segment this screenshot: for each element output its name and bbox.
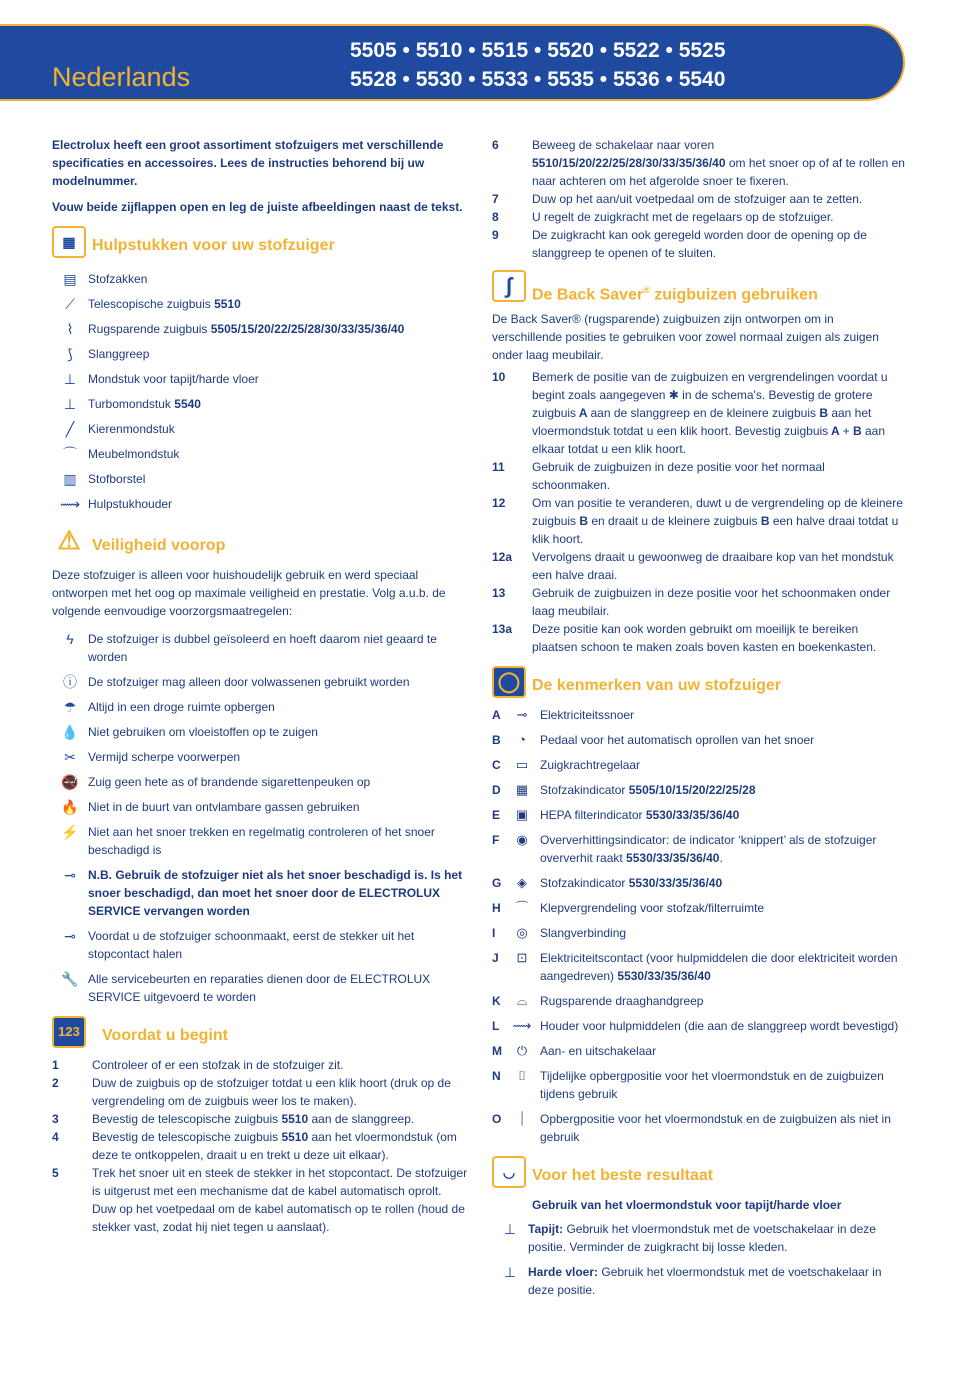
accessories-title: Hulpstukken voor uw stofzuiger <box>92 237 335 254</box>
step-number: 5 <box>52 1166 59 1180</box>
telescopic-tube-icon: ⟋ <box>65 295 75 312</box>
feature-item <box>492 992 906 1010</box>
step-text: Beweeg de schakelaar naar voren 5510/15/20/22/25/28/30/33/35/36/40 om het snoer op of af te rollen en naar achteren om het afgerolde snoer te fixeren. <box>532 138 905 188</box>
best-heading <box>492 1156 906 1192</box>
features-heading <box>492 666 906 702</box>
feature-label: Slangverbinding <box>540 926 627 940</box>
feature-letter: B <box>492 733 501 747</box>
safety-heading <box>52 526 468 562</box>
overheat-indicator-icon: ◉ <box>516 832 528 847</box>
backsaver-steps <box>492 368 906 656</box>
best-subtitle: Gebruik van het vloermondstuk voor tapijt/harde vloer <box>532 1198 842 1212</box>
left-column <box>52 136 468 1236</box>
feature-label: Oververhittingsindicator: de indicator ‘knippert’ als de stofzuiger oververhit raakt <box>540 833 877 865</box>
feature-text <box>540 806 906 824</box>
step-text: Vervolgens draait u gewoonweg de draaibare kop van het mondstuk een halve draai. <box>532 550 894 582</box>
plug-warning-icon: ⊸ <box>64 867 76 883</box>
feature-model: 5505/10/15/20/22/25/28 <box>628 783 756 797</box>
safety-item <box>52 630 468 666</box>
feature-label: Elektriciteitssnoer <box>540 708 635 722</box>
feature-text <box>540 706 906 724</box>
accessory-item <box>52 491 468 516</box>
accessory-text: Telescopische zuigbuis <box>88 296 215 311</box>
no-cigarette-icon: 🚭 <box>61 774 79 790</box>
feature-item <box>492 806 906 824</box>
safety-item <box>52 723 468 741</box>
safety-text: Niet gebruiken om vloeistoffen op te zuigen <box>88 725 318 739</box>
feature-label: Houder voor hulpmiddelen (die aan de slanggreep wordt bevestigd) <box>540 1019 899 1033</box>
best-title: Voor het beste resultaat <box>532 1167 714 1184</box>
safety-text: De stofzuiger is dubbel geïsoleerd en hoeft daarom niet geaard te worden <box>88 632 437 664</box>
feature-model: 5530/33/35/36/40 <box>628 876 723 890</box>
feature-label: Zuigkrachtregelaar <box>540 758 641 772</box>
backsaver-step <box>492 548 906 584</box>
safety-nb-text: N.B. Gebruik de stofzuiger niet als het snoer beschadigd is. Is het snoer beschadigd, dan moet het snoer door de ELECTROLUX SERVICE vervangen worden <box>88 868 463 918</box>
feature-label: Elektriciteitscontact (voor hulpmiddelen die door elektriciteit worden aangedreven) <box>540 951 898 983</box>
features-title: De kenmerken van uw stofzuiger <box>532 677 781 694</box>
safety-item <box>52 927 468 963</box>
accessory-item <box>52 316 468 341</box>
bold-text: B <box>576 514 592 528</box>
feature-item <box>492 756 906 774</box>
bold-text: A <box>828 424 843 438</box>
backsaver-step <box>492 620 906 656</box>
accessory-label <box>88 370 259 388</box>
dustbag-icon: ▤ <box>63 270 77 287</box>
right-column <box>492 136 906 1306</box>
safety-text: Vermijd scherpe voorwerpen <box>88 750 241 764</box>
feature-text: Oververhittingsindicator: de indicator ‘knippert’ als de stofzuiger oververhit raakt 5530/33/35/36/40. <box>540 833 877 865</box>
step-text: U regelt de zuigkracht met de regelaars op de stofzuiger. <box>532 210 834 224</box>
bold-text: B <box>757 514 773 528</box>
step-text: Duw op het aan/uit voetpedaal om de stofzuiger aan te zetten. <box>532 192 863 206</box>
storage-position-icon: ⏐ <box>518 1111 526 1126</box>
accessory-item <box>52 391 468 416</box>
best-desc: Gebruik het vloermondstuk met de voetschakelaar in deze positie. Verminder de zuigkracht bij losse kleden. <box>528 1222 876 1254</box>
feature-text <box>540 874 906 892</box>
power-switch-icon: ⏻ <box>516 1043 528 1058</box>
cord-damage-icon: ⚡ <box>61 824 79 840</box>
feature-item <box>492 1017 906 1035</box>
accessories-list <box>52 266 468 516</box>
accessories-heading <box>52 226 468 262</box>
step-number: 9 <box>492 228 499 242</box>
step-number: 10 <box>492 370 506 384</box>
feature-item <box>492 831 906 867</box>
safety-text: Niet in de buurt van ontvlambare gassen gebruiken <box>88 800 360 814</box>
warning-circle-icon: ⓘ <box>63 674 77 690</box>
hard-floor-nozzle-icon: ⊥ <box>503 1264 517 1280</box>
feature-text <box>540 992 906 1010</box>
feature-label: Stofzakindicator <box>540 876 629 890</box>
step-item <box>492 136 906 190</box>
model-line-1: 5505 • 5510 • 5515 • 5520 • 5522 • 5525 <box>350 39 726 62</box>
backsaver-step <box>492 368 906 458</box>
step-number: 13a <box>492 622 513 636</box>
accessory-text: Stofborstel <box>88 471 146 486</box>
header-banner <box>0 24 905 101</box>
step-number: 1 <box>52 1058 59 1072</box>
safety-item <box>52 798 468 816</box>
feature-model: 5530/33/35/36/40 <box>645 808 740 822</box>
feature-label: Tijdelijke opbergpositie voor het vloermondstuk en de zuigbuizen tijdens gebruik <box>540 1069 884 1101</box>
best-text <box>528 1220 906 1256</box>
warning-triangle-icon: ⚠ <box>52 526 86 558</box>
accessory-item <box>52 266 468 291</box>
safety-text: Alle servicebeurten en reparaties dienen door de ELECTROLUX SERVICE uitgevoerd te worden <box>88 972 431 1004</box>
bold-text: 5510/15/20/22/25/28/30/33/35/36/40 <box>532 156 726 170</box>
feature-text <box>540 924 906 942</box>
accessory-text: Kierenmondstuk <box>88 421 175 436</box>
step-number: 3 <box>52 1112 59 1126</box>
step-text: Gebruik de zuigbuizen in deze positie voor het schoonmaken onder laag meubilair. <box>532 586 891 618</box>
feature-label: HEPA filterindicator <box>540 808 646 822</box>
back-saver-tube-icon: ⌇ <box>66 320 74 337</box>
step-item <box>492 226 906 262</box>
best-list <box>492 1220 906 1299</box>
dustbag-indicator-icon: ▦ <box>515 782 529 797</box>
safety-nb <box>52 866 468 920</box>
feature-item <box>492 706 906 724</box>
accessory-label <box>88 470 145 488</box>
smile-icon: ◡ <box>492 1156 526 1188</box>
bold-text: 5510 <box>281 1112 309 1126</box>
feature-letter: I <box>492 926 496 940</box>
feature-label: Stofzakindicator <box>540 783 629 797</box>
feature-text <box>540 1017 906 1035</box>
accessory-text: Rugsparende zuigbuis <box>88 321 211 336</box>
accessory-label <box>88 395 201 413</box>
best-label: Harde vloer: <box>528 1265 599 1279</box>
accessory-label <box>88 320 404 338</box>
accessory-item <box>52 291 468 316</box>
suction-control-icon: ▭ <box>515 757 529 772</box>
backsaver-title <box>532 281 818 304</box>
feature-letter: A <box>492 708 501 722</box>
step-text: Bevestig de telescopische zuigbuis 5510 aan het vloermondstuk (om deze te ontkoppelen, draait u en trekt u deze uit elkaar). <box>92 1130 457 1162</box>
step-text: De zuigkracht kan ook geregeld worden door de opening op de slanggreep te openen of te sluiten. <box>532 228 867 260</box>
step-number: 13 <box>492 586 506 600</box>
model-numbers <box>350 36 725 94</box>
feature-label: Aan- en uitschakelaar <box>540 1044 657 1058</box>
before-title: Voordat u begint <box>102 1027 228 1044</box>
step-text: Duw de zuigbuis op de stofzuiger totdat u een klik hoort (druk op de vergrendeling om de zuigbuis weer los te maken). <box>92 1076 451 1108</box>
feature-item <box>492 731 906 749</box>
accessories-icon: ▦ <box>52 226 86 258</box>
feature-letter: L <box>492 1019 500 1033</box>
safety-item <box>52 698 468 716</box>
backsaver-step <box>492 494 906 548</box>
feature-text <box>540 756 906 774</box>
feature-letter: G <box>492 876 502 890</box>
accessory-label <box>88 345 149 363</box>
step-number: 8 <box>492 210 499 224</box>
lightning-icon: ϟ <box>66 631 74 647</box>
crevice-nozzle-icon: ╱ <box>65 420 75 437</box>
feature-model: 5530/33/35/36/40 <box>626 851 720 865</box>
dust-brush-icon: ▥ <box>63 470 77 487</box>
tool-holder-icon: ⟿ <box>512 1018 532 1033</box>
safety-list-2 <box>52 927 468 1006</box>
feature-text <box>540 731 906 749</box>
carry-handle-icon: ⌓ <box>516 993 528 1008</box>
backsaver-intro: De Back Saver® (rugsparende) zuigbuizen zijn ontworpen om in verschillende posities te gebruiken voor zowel normaal zuigen als zuigen onder laag meubilair. <box>492 312 879 362</box>
before-steps-left <box>52 1056 468 1236</box>
step-item <box>52 1110 468 1128</box>
back-saver-icon: ∫ <box>492 270 526 302</box>
feature-letter: H <box>492 901 501 915</box>
feature-text <box>540 1110 906 1146</box>
bold-text: B <box>815 406 832 420</box>
feature-text <box>540 1042 906 1060</box>
safety-text: Zuig geen hete as of brandende sigarettenpeuken op <box>88 775 371 789</box>
feature-item <box>492 874 906 892</box>
step-number: 2 <box>52 1076 59 1090</box>
accessory-model: 5540 <box>174 396 201 411</box>
best-desc: Gebruik het vloermondstuk met de voetschakelaar in deze positie. <box>528 1265 882 1297</box>
plug-icon: ⊸ <box>64 928 76 944</box>
lid-lock-icon: ⌒ <box>515 900 529 915</box>
steps-123-icon: 123 <box>52 1016 86 1048</box>
power-socket-icon: ⊡ <box>516 950 528 965</box>
feature-letter: C <box>492 758 501 772</box>
accessory-text: Hulpstukhouder <box>88 496 173 511</box>
feature-label: Rugsparende draaghandgreep <box>540 994 704 1008</box>
feature-text <box>540 949 906 985</box>
safety-title: Veiligheid voorop <box>92 537 226 554</box>
step-item <box>492 208 906 226</box>
umbrella-icon: ☂ <box>63 699 77 715</box>
safety-intro: Deze stofzuiger is alleen voor huishoudelijk gebruik en werd speciaal ontworpen met het oog op maximale veiligheid en prestatie. Volg a.u.b. de volgende eenvoudige voorzorgsmaatregelen: <box>52 568 446 618</box>
turbo-nozzle-icon: ⊥ <box>63 395 77 412</box>
feature-label: Pedaal voor het automatisch oprollen van het snoer <box>540 733 815 747</box>
feature-item <box>492 949 906 985</box>
wrench-icon: 🔧 <box>61 971 79 987</box>
feature-item <box>492 899 906 917</box>
best-item <box>492 1263 906 1299</box>
accessory-model: 5505/15/20/22/25/28/30/33/35/36/40 <box>210 321 405 336</box>
step-number: 12 <box>492 496 506 510</box>
safety-text: Altijd in een droge ruimte opbergen <box>88 700 275 714</box>
step-text: Deze positie kan ook worden gebruikt om moeilijk te bereiken plaatsen schoon te maken zoals boven kasten en boekenkasten. <box>532 622 877 654</box>
step-item <box>52 1074 468 1110</box>
hose-connection-icon: ◎ <box>516 925 528 940</box>
best-item <box>492 1220 906 1256</box>
floor-nozzle-icon: ⊥ <box>63 370 77 387</box>
step-text: Bemerk de positie van de zuigbuizen en vergrendelingen voordat u begint zoals aangegeven ✱ in de schema's. Bevestig de grotere zuigbuis A aan de slanggreep en de kleinere zuigbuis B aan het vloermondstuk totdat u een klik hoort. Bevestig zuigbuis A + B aan elkaar totdat u een klik hoort. <box>532 370 888 456</box>
accessory-item <box>52 441 468 466</box>
accessory-item <box>52 416 468 441</box>
power-cord-icon: ⊸ <box>516 707 528 722</box>
feature-letter: F <box>492 833 500 847</box>
sharp-object-icon: ✂ <box>64 749 76 765</box>
safety-text: De stofzuiger mag alleen door volwassenen gebruikt worden <box>88 675 410 689</box>
features-list <box>492 706 906 1146</box>
step-item <box>52 1128 468 1164</box>
step-item <box>52 1056 468 1074</box>
safety-item <box>52 748 468 766</box>
feature-letter: N <box>492 1069 501 1083</box>
accessory-label <box>88 295 241 313</box>
accessory-item <box>52 366 468 391</box>
bold-text: B <box>849 424 865 438</box>
before-heading <box>52 1016 468 1052</box>
backsaver-title-rest: zuigbuizen gebruiken <box>649 286 818 304</box>
before-steps-right <box>492 136 906 262</box>
backsaver-heading <box>492 270 906 306</box>
intro-paragraph-1: Electrolux heeft een groot assortiment stofzuigers met verschillende specificaties en accessoires. Lees de instructies behorend bij uw modelnummer. <box>52 138 444 188</box>
safety-item <box>52 673 468 691</box>
step-text: Trek het snoer uit en steek de stekker in het stopcontact. De stofzuiger is uitgerust met een mechanisme dat de kabel automatisch oprolt. Duw op het voetpedaal om de kabel automatisch op te rollen (houd de stekker vast, zodat hij niet tegen u aanslaat). <box>92 1166 468 1234</box>
feature-label: Opbergpositie voor het vloermondstuk en de zuigbuizen als niet in gebruik <box>540 1112 891 1144</box>
feature-item <box>492 1067 906 1103</box>
feature-letter: J <box>492 951 499 965</box>
accessory-item <box>52 341 468 366</box>
hepa-indicator-icon: ▣ <box>515 807 529 822</box>
feature-model: 5530/33/35/36/40 <box>617 969 711 983</box>
step-number: 11 <box>492 460 505 474</box>
step-text: Bevestig de telescopische zuigbuis 5510 aan de slanggreep. <box>92 1112 415 1126</box>
backsaver-title-text: De Back Saver <box>532 286 644 304</box>
safety-text: Voordat u de stofzuiger schoonmaakt, eerst de stekker uit het stopcontact halen <box>88 929 415 961</box>
safety-item <box>52 823 468 859</box>
language-title: Nederlands <box>52 62 191 92</box>
water-drop-icon: 💧 <box>61 724 79 740</box>
feature-text <box>540 899 906 917</box>
safety-item <box>52 970 468 1006</box>
safety-item <box>52 773 468 791</box>
accessory-text: Turbomondstuk <box>88 396 175 411</box>
accessory-text: Stofzakken <box>88 271 148 286</box>
feature-letter: D <box>492 783 501 797</box>
accessory-label <box>88 420 175 438</box>
accessory-label <box>88 270 147 288</box>
accessory-text: Slanggreep <box>88 346 150 361</box>
feature-label: Klepvergrendeling voor stofzak/filterruimte <box>540 901 765 915</box>
accessory-item <box>52 466 468 491</box>
step-number: 12a <box>492 550 513 564</box>
step-text: Controleer of er een stofzak in de stofzuiger zit. <box>92 1058 344 1072</box>
best-label: Tapijt: <box>528 1222 564 1236</box>
safety-list <box>52 630 468 859</box>
step-number: 7 <box>492 192 499 206</box>
feature-text <box>540 781 906 799</box>
carpet-nozzle-icon: ⊥ <box>503 1221 517 1237</box>
bold-text: 5510 <box>281 1130 309 1144</box>
feature-item <box>492 781 906 799</box>
feature-text <box>540 1067 906 1103</box>
safety-text: Niet aan het snoer trekken en regelmatig controleren of het snoer beschadigd is <box>88 825 435 857</box>
dustbag-indicator-2-icon: ◈ <box>517 875 527 890</box>
feature-item <box>492 1110 906 1146</box>
vacuum-body-icon: ◯ <box>492 666 526 698</box>
backsaver-title-sup: ® <box>643 285 650 295</box>
intro-paragraph-2: Vouw beide zijflappen open en leg de juiste afbeeldingen naast de tekst. <box>52 200 463 214</box>
accessory-label <box>88 495 172 513</box>
accessory-model: 5510 <box>214 296 241 311</box>
accessory-label <box>88 445 179 463</box>
best-text <box>528 1263 906 1299</box>
upholstery-nozzle-icon: ⌒ <box>63 445 77 462</box>
hose-handle-icon: ⟆ <box>67 345 73 362</box>
feature-letter: M <box>492 1044 502 1058</box>
step-number: 4 <box>52 1130 59 1144</box>
accessory-holder-icon: ⟿ <box>59 495 81 512</box>
feature-letter: E <box>492 808 501 822</box>
model-line-2: 5528 • 5530 • 5533 • 5535 • 5536 • 5540 <box>350 68 726 91</box>
step-item <box>52 1164 468 1236</box>
feature-item <box>492 1042 906 1060</box>
backsaver-step <box>492 458 906 494</box>
feature-letter: O <box>492 1112 502 1126</box>
step-text: Om van positie te veranderen, duwt u de vergrendeling op de kleinere zuigbuis B en draait u de kleinere zuigbuis B een halve draai totdat u klik hoort. <box>532 496 903 546</box>
backsaver-step <box>492 584 906 620</box>
parking-position-icon: ⌷ <box>518 1068 526 1083</box>
feature-item <box>492 924 906 942</box>
feature-letter: K <box>492 994 501 1008</box>
flame-icon: 🔥 <box>61 799 79 815</box>
accessory-text: Mondstuk voor tapijt/harde vloer <box>88 371 259 386</box>
step-text: Gebruik de zuigbuizen in deze positie voor het normaal schoonmaken. <box>532 460 825 492</box>
pedal-icon: ◔ <box>518 732 526 747</box>
step-number: 6 <box>492 138 499 152</box>
accessory-text: Meubelmondstuk <box>88 446 180 461</box>
step-item <box>492 190 906 208</box>
bold-text: A <box>576 406 591 420</box>
